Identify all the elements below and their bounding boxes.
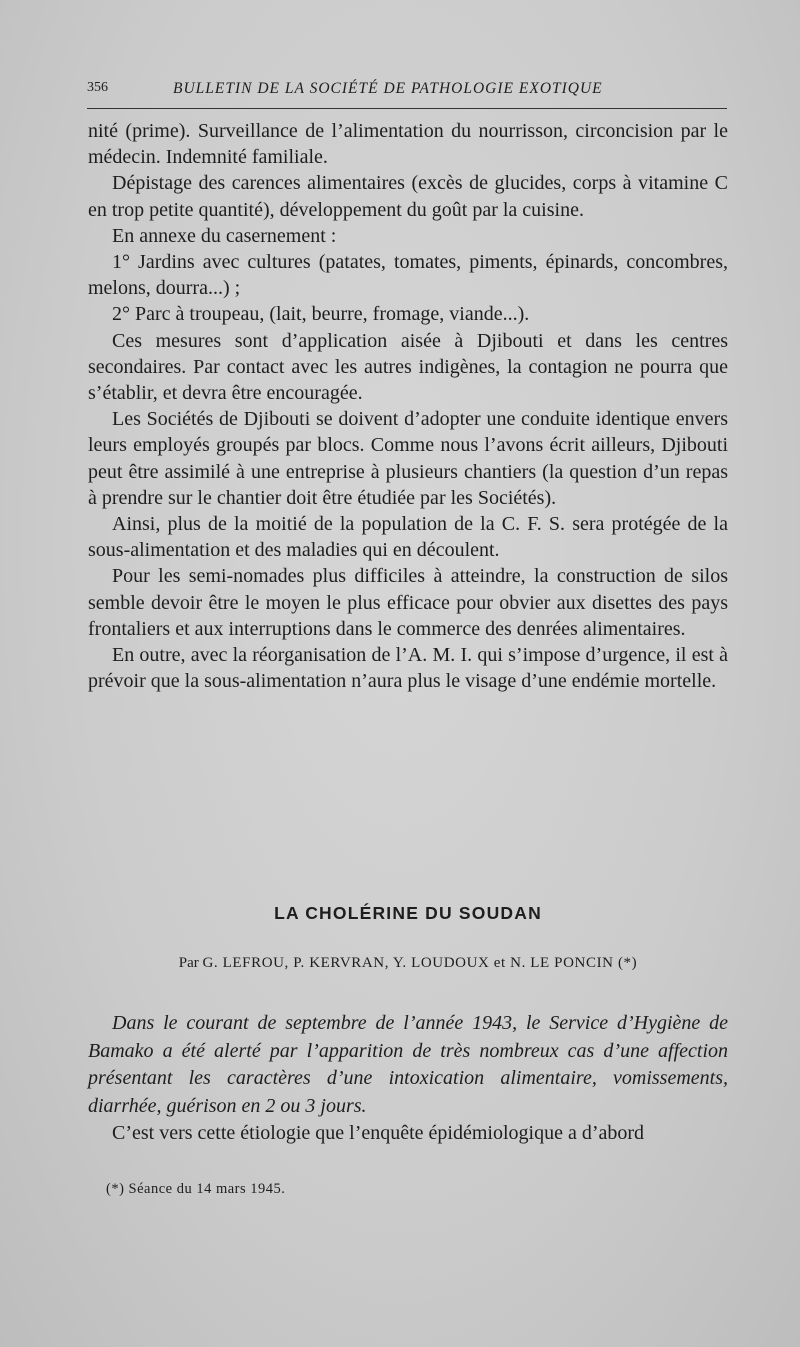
header-rule bbox=[87, 108, 727, 109]
authors-prefix: Par bbox=[178, 955, 199, 971]
paragraph: C’est vers cette étiologie que l’enquête épidémiologique a d’abord bbox=[112, 1122, 645, 1144]
page-number: 356 bbox=[87, 80, 108, 95]
body-text bbox=[88, 118, 728, 694]
article-authors bbox=[88, 955, 728, 972]
abstract-paragraph: Dans le courant de septembre de l’année 1943, le Service d’Hygiène de Bamako a été alerté par l’apparition de très nombreux cas d’une affection présentant les caractères d’une intoxication alimentaire, vomissements, diarrhée, guérison en 2 ou 3 jours. bbox=[88, 1012, 728, 1117]
paragraph: Ces mesures sont d’application aisée à Djibouti et dans les centres secondaires. Par contact avec les autres indigènes, la contagion ne pourra que s’établir, et devra être encouragée. bbox=[88, 329, 728, 405]
authors-names: G. LEFROU, P. KERVRAN, Y. LOUDOUX et N. LE PONCIN (*) bbox=[202, 955, 638, 971]
paragraph: Pour les semi-nomades plus difficiles à atteindre, la construction de silos semble devoir être le moyen le plus efficace pour obvier aux disettes des pays frontaliers et aux interruptions dans le commerce des denrées alimentaires. bbox=[88, 565, 728, 640]
article-title: LA CHOLÉRINE DU SOUDAN bbox=[274, 903, 542, 923]
article-opening bbox=[88, 1010, 728, 1148]
list-item: 2° Parc à troupeau, (lait, beurre, fromage, viande...). bbox=[112, 303, 530, 326]
journal-title: BULLETIN DE LA SOCIÉTÉ DE PATHOLOGIE EXOTIQUE bbox=[173, 80, 603, 97]
paragraph: En outre, avec la réorganisation de l’A. M. I. qui s’impose d’urgence, il est à prévoir que la sous-alimentation n’aura plus le visage d’une endémie mortelle. bbox=[88, 644, 728, 693]
paragraph: Les Sociétés de Djibouti se doivent d’adopter une conduite identique envers leurs employés groupés par blocs. Comme nous l’avons écrit ailleurs, Djibouti peut être assimilé à une entreprise à plusieurs chantiers (la question d’un repas à prendre sur le chantier doit être étudiée par les Sociétés). bbox=[88, 408, 728, 509]
paragraph: En annexe du casernement : bbox=[112, 224, 337, 247]
paragraph: Ainsi, plus de la moitié de la population de la C. F. S. sera protégée de la sous-alimentation et des maladies qui en découlent. bbox=[88, 513, 728, 562]
paragraph: nité (prime). Surveillance de l’alimentation du nourrisson, circoncision par le médecin. Indemnité familiale. bbox=[88, 120, 728, 169]
footnote: (*) Séance du 14 mars 1945. bbox=[106, 1181, 286, 1197]
list-item: 1° Jardins avec cultures (patates, tomates, piments, épinards, concombres, melons, dourra...) ; bbox=[88, 251, 728, 300]
running-head bbox=[87, 78, 727, 104]
paragraph: Dépistage des carences alimentaires (excès de glucides, corps à vitamine C en trop petite quantité), développement du goût par la cuisine. bbox=[88, 172, 728, 221]
